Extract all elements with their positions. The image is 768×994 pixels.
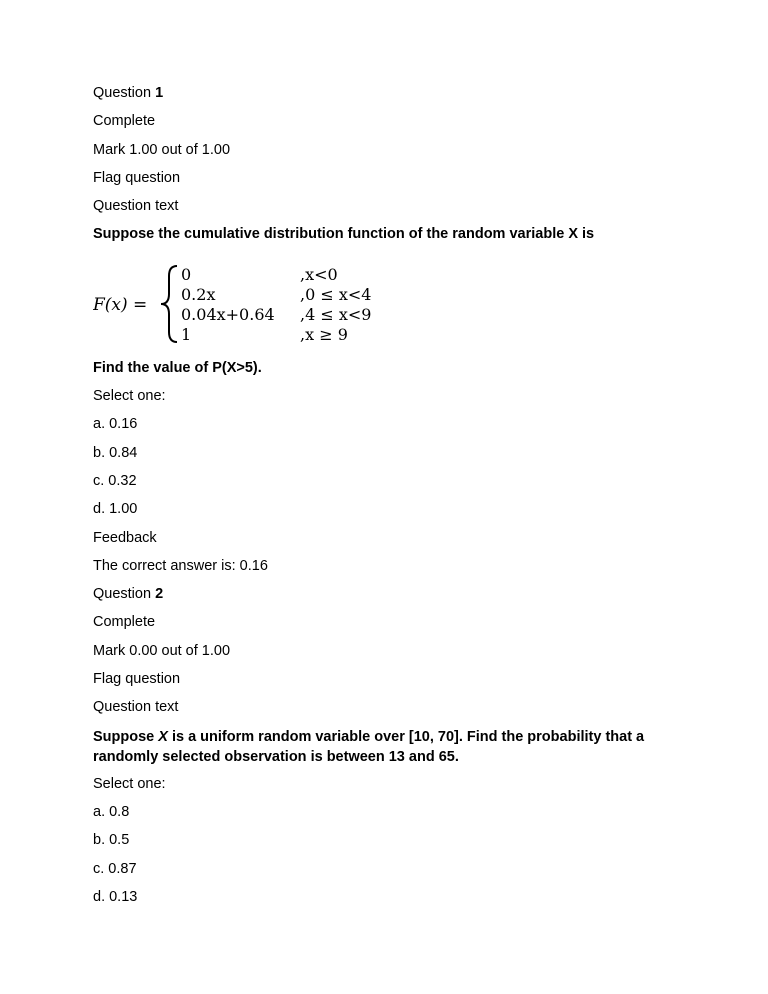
answer-option[interactable]: b. 0.5 [93, 832, 130, 849]
question-2-state: Complete [93, 614, 156, 631]
answer-option[interactable]: a. 0.8 [93, 803, 130, 820]
stem-text: Suppose [93, 728, 159, 745]
question-1-prompt: Find the value of P(X>5). [93, 359, 262, 376]
question-2-flag-link[interactable]: Flag question [93, 671, 181, 688]
cdf-formula [93, 254, 693, 359]
question-2-select-label: Select one: [93, 775, 166, 792]
question-number: 2 [155, 586, 164, 603]
question-label: Question [93, 586, 152, 603]
question-number: 1 [155, 85, 164, 101]
question-2-mark: Mark 0.00 out of 1.00 [93, 642, 231, 659]
formula-brace [161, 266, 177, 342]
question-2-text-heading: Question text [93, 699, 179, 716]
answer-option[interactable]: d. 1.00 [93, 501, 138, 518]
formula-lhs: F(x) = [93, 294, 148, 315]
case-condition: ,x<0 [300, 264, 338, 284]
question-1-select-label: Select one: [93, 388, 166, 405]
case-condition: ,x ≥ 9 [300, 324, 348, 344]
case-expr: 0.04x+0.64 [181, 304, 275, 324]
quiz-review-page [93, 84, 693, 916]
stem-text: is a uniform random variable over [10, 70]. Find the probability that a randomly selected observation is between 13 and 65. [93, 728, 645, 765]
answer-option[interactable]: c. 0.32 [93, 472, 137, 489]
question-label: Question [93, 85, 152, 101]
question-1-flag-link[interactable]: Flag question [93, 169, 181, 186]
answer-option[interactable]: a. 0.16 [93, 416, 138, 433]
question-1-state: Complete [93, 113, 156, 130]
question-2-header [93, 585, 693, 613]
cdf-formula-svg [93, 254, 413, 354]
case-condition: ,4 ≤ x<9 [300, 304, 372, 324]
answer-option[interactable]: c. 0.87 [93, 860, 137, 877]
question-1-feedback: The correct answer is: 0.16 [93, 557, 268, 574]
question-1-mark: Mark 1.00 out of 1.00 [93, 141, 231, 158]
case-expr: 1 [181, 324, 192, 344]
case-condition: ,0 ≤ x<4 [300, 284, 372, 304]
question-1-stem: Suppose the cumulative distribution function of the random variable X is [93, 226, 595, 243]
case-expr: 0 [181, 264, 192, 284]
answer-option[interactable]: b. 0.84 [93, 444, 138, 461]
answer-option[interactable]: d. 0.13 [93, 888, 138, 905]
stem-variable: X [158, 728, 168, 745]
question-1-text-heading: Question text [93, 198, 179, 215]
question-1-header [93, 84, 693, 112]
question-2-stem [93, 727, 678, 767]
case-expr: 0.2x [181, 284, 216, 304]
question-1-feedback-label: Feedback [93, 529, 157, 546]
